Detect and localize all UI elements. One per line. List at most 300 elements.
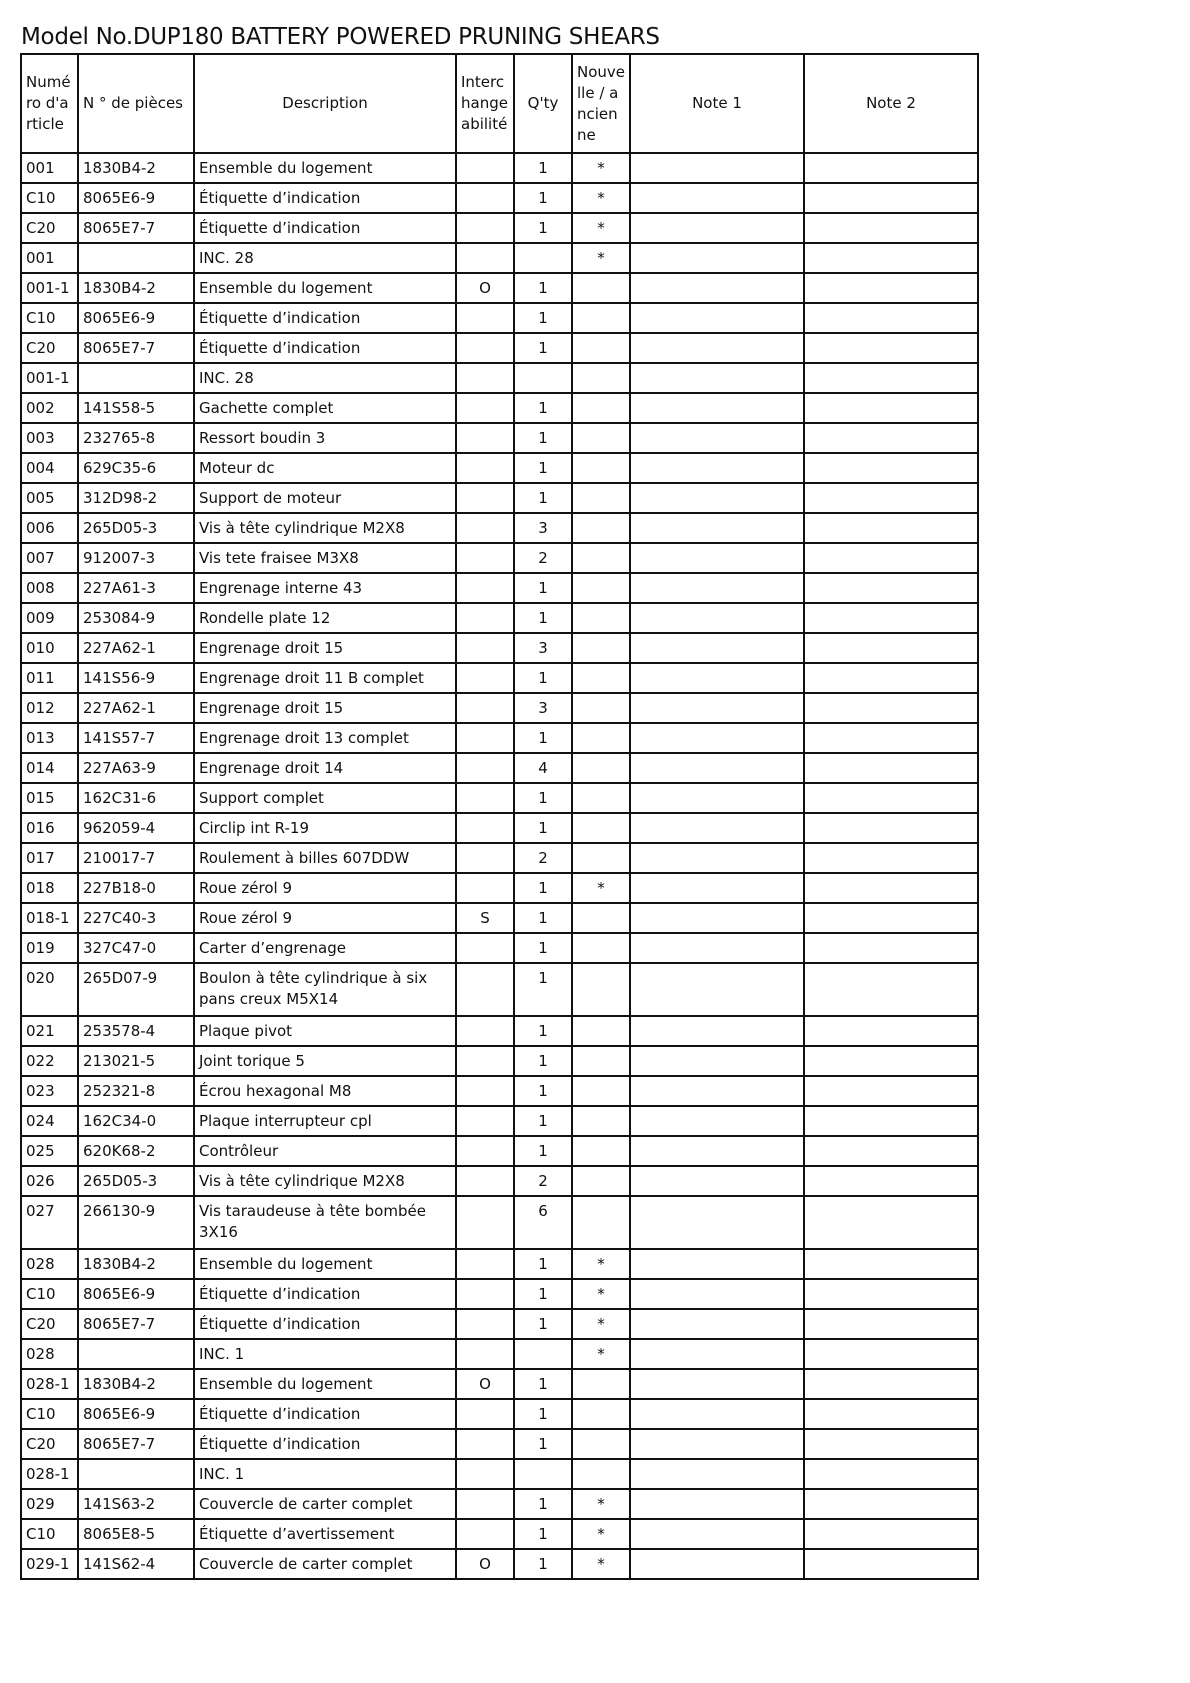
cell-interchangeability	[456, 963, 514, 1016]
cell-interchangeability: O	[456, 273, 514, 303]
cell-note-1	[630, 1136, 804, 1166]
cell-part-no: 8065E6-9	[78, 303, 194, 333]
cell-note-2	[804, 273, 978, 303]
cell-item-no: 005	[21, 483, 78, 513]
cell-qty: 3	[514, 513, 572, 543]
cell-new-old	[572, 1076, 630, 1106]
cell-item-no: 001-1	[21, 273, 78, 303]
cell-part-no: 962059-4	[78, 813, 194, 843]
cell-description: Plaque interrupteur cpl	[194, 1106, 456, 1136]
cell-item-no: 003	[21, 423, 78, 453]
cell-interchangeability	[456, 243, 514, 273]
cell-note-1	[630, 183, 804, 213]
cell-note-1	[630, 573, 804, 603]
header-note-2: Note 2	[804, 54, 978, 153]
cell-note-1	[630, 603, 804, 633]
cell-qty: 1	[514, 1549, 572, 1579]
cell-note-1	[630, 1399, 804, 1429]
cell-qty: 1	[514, 903, 572, 933]
cell-item-no: C10	[21, 1399, 78, 1429]
table-row	[21, 153, 978, 183]
cell-part-no: 227A62-1	[78, 633, 194, 663]
cell-item-no: C10	[21, 1279, 78, 1309]
cell-note-1	[630, 873, 804, 903]
cell-note-2	[804, 1106, 978, 1136]
cell-part-no: 252321-8	[78, 1076, 194, 1106]
cell-part-no: 266130-9	[78, 1196, 194, 1249]
cell-description: Roulement à billes 607DDW	[194, 843, 456, 873]
cell-note-2	[804, 213, 978, 243]
cell-new-old	[572, 273, 630, 303]
cell-qty: 1	[514, 1279, 572, 1309]
table-row	[21, 333, 978, 363]
cell-item-no: C20	[21, 1429, 78, 1459]
cell-qty	[514, 363, 572, 393]
cell-note-1	[630, 1339, 804, 1369]
header-new-old: Nouvelle / ancienne	[572, 54, 630, 153]
cell-interchangeability: O	[456, 1369, 514, 1399]
cell-item-no: C20	[21, 213, 78, 243]
cell-note-1	[630, 813, 804, 843]
cell-new-old	[572, 933, 630, 963]
cell-item-no: 022	[21, 1046, 78, 1076]
cell-note-2	[804, 843, 978, 873]
table-row	[21, 693, 978, 723]
cell-new-old	[572, 573, 630, 603]
cell-interchangeability	[456, 363, 514, 393]
cell-description: Étiquette d’avertissement	[194, 1519, 456, 1549]
cell-note-2	[804, 543, 978, 573]
cell-note-2	[804, 723, 978, 753]
cell-interchangeability	[456, 333, 514, 363]
table-row	[21, 933, 978, 963]
cell-description: Roue zérol 9	[194, 873, 456, 903]
cell-description: INC. 1	[194, 1339, 456, 1369]
cell-description: Engrenage droit 13 complet	[194, 723, 456, 753]
cell-new-old: *	[572, 1549, 630, 1579]
cell-qty: 1	[514, 453, 572, 483]
cell-note-2	[804, 363, 978, 393]
cell-note-2	[804, 1399, 978, 1429]
cell-part-no: 8065E6-9	[78, 1399, 194, 1429]
cell-qty: 1	[514, 333, 572, 363]
header-note-1: Note 1	[630, 54, 804, 153]
table-row	[21, 1106, 978, 1136]
cell-part-no: 162C34-0	[78, 1106, 194, 1136]
cell-item-no: 028-1	[21, 1459, 78, 1489]
cell-part-no: 227B18-0	[78, 873, 194, 903]
cell-note-1	[630, 303, 804, 333]
cell-part-no: 227A63-9	[78, 753, 194, 783]
table-row	[21, 1076, 978, 1106]
cell-description: Moteur dc	[194, 453, 456, 483]
cell-new-old	[572, 483, 630, 513]
cell-part-no: 327C47-0	[78, 933, 194, 963]
cell-description: Couvercle de carter complet	[194, 1549, 456, 1579]
table-row	[21, 1016, 978, 1046]
cell-description: Étiquette d’indication	[194, 1279, 456, 1309]
cell-new-old: *	[572, 243, 630, 273]
table-row	[21, 1429, 978, 1459]
table-row	[21, 363, 978, 393]
cell-new-old: *	[572, 183, 630, 213]
cell-qty: 1	[514, 1106, 572, 1136]
cell-note-1	[630, 633, 804, 663]
cell-new-old	[572, 813, 630, 843]
cell-note-2	[804, 1429, 978, 1459]
cell-interchangeability	[456, 843, 514, 873]
cell-note-2	[804, 453, 978, 483]
cell-part-no: 141S58-5	[78, 393, 194, 423]
cell-description: Gachette complet	[194, 393, 456, 423]
cell-qty: 1	[514, 963, 572, 1016]
cell-qty: 1	[514, 213, 572, 243]
cell-description: Circlip int R-19	[194, 813, 456, 843]
cell-note-1	[630, 1016, 804, 1046]
cell-note-2	[804, 1309, 978, 1339]
cell-item-no: 004	[21, 453, 78, 483]
cell-description: Étiquette d’indication	[194, 333, 456, 363]
table-row	[21, 1136, 978, 1166]
cell-description: Vis à tête cylindrique M2X8	[194, 513, 456, 543]
table-row	[21, 1459, 978, 1489]
cell-item-no: C10	[21, 183, 78, 213]
table-row	[21, 1046, 978, 1076]
cell-description: INC. 28	[194, 243, 456, 273]
table-row	[21, 273, 978, 303]
cell-note-2	[804, 1519, 978, 1549]
cell-note-1	[630, 1429, 804, 1459]
cell-note-1	[630, 1549, 804, 1579]
cell-note-2	[804, 483, 978, 513]
cell-item-no: 020	[21, 963, 78, 1016]
table-row	[21, 1549, 978, 1579]
cell-description: Ensemble du logement	[194, 1369, 456, 1399]
cell-qty: 1	[514, 1076, 572, 1106]
cell-interchangeability	[456, 483, 514, 513]
cell-item-no: 017	[21, 843, 78, 873]
cell-qty: 3	[514, 693, 572, 723]
cell-description: Engrenage droit 15	[194, 633, 456, 663]
cell-note-1	[630, 363, 804, 393]
cell-qty: 1	[514, 1429, 572, 1459]
cell-note-1	[630, 423, 804, 453]
page-title: Model No.DUP180 BATTERY POWERED PRUNING SHEARS	[21, 24, 660, 50]
cell-part-no: 8065E7-7	[78, 1429, 194, 1459]
cell-new-old	[572, 453, 630, 483]
table-row	[21, 633, 978, 663]
table-row	[21, 1166, 978, 1196]
cell-interchangeability	[456, 153, 514, 183]
cell-item-no: 016	[21, 813, 78, 843]
cell-note-1	[630, 1279, 804, 1309]
table-row	[21, 1489, 978, 1519]
cell-qty: 1	[514, 1016, 572, 1046]
cell-description: Rondelle plate 12	[194, 603, 456, 633]
cell-qty: 6	[514, 1196, 572, 1249]
cell-part-no: 265D05-3	[78, 1166, 194, 1196]
cell-item-no: 006	[21, 513, 78, 543]
cell-item-no: 029	[21, 1489, 78, 1519]
cell-new-old: *	[572, 1249, 630, 1279]
cell-description: Plaque pivot	[194, 1016, 456, 1046]
cell-interchangeability	[456, 933, 514, 963]
cell-description: Ensemble du logement	[194, 1249, 456, 1279]
cell-interchangeability	[456, 1399, 514, 1429]
cell-interchangeability	[456, 813, 514, 843]
cell-note-1	[630, 243, 804, 273]
cell-qty: 1	[514, 1489, 572, 1519]
table-row	[21, 483, 978, 513]
cell-new-old	[572, 843, 630, 873]
cell-qty: 1	[514, 663, 572, 693]
cell-item-no: 010	[21, 633, 78, 663]
cell-note-2	[804, 153, 978, 183]
cell-new-old	[572, 633, 630, 663]
cell-qty: 1	[514, 183, 572, 213]
cell-item-no: 028	[21, 1339, 78, 1369]
cell-part-no: 141S57-7	[78, 723, 194, 753]
cell-note-1	[630, 753, 804, 783]
cell-qty: 1	[514, 153, 572, 183]
cell-interchangeability	[456, 573, 514, 603]
cell-note-1	[630, 483, 804, 513]
table-row	[21, 543, 978, 573]
cell-new-old: *	[572, 1489, 630, 1519]
cell-description: Boulon à tête cylindrique à six pans creux M5X14	[194, 963, 456, 1016]
cell-item-no: 012	[21, 693, 78, 723]
cell-item-no: 028-1	[21, 1369, 78, 1399]
cell-item-no: 009	[21, 603, 78, 633]
cell-qty	[514, 1339, 572, 1369]
cell-note-2	[804, 1339, 978, 1369]
cell-new-old: *	[572, 1309, 630, 1339]
cell-description: Étiquette d’indication	[194, 1399, 456, 1429]
cell-new-old	[572, 333, 630, 363]
cell-qty: 1	[514, 303, 572, 333]
cell-description: INC. 1	[194, 1459, 456, 1489]
cell-note-1	[630, 963, 804, 1016]
cell-description: Ressort boudin 3	[194, 423, 456, 453]
cell-new-old	[572, 513, 630, 543]
cell-note-2	[804, 1046, 978, 1076]
cell-part-no: 232765-8	[78, 423, 194, 453]
cell-interchangeability	[456, 723, 514, 753]
cell-part-no: 8065E7-7	[78, 213, 194, 243]
cell-description: INC. 28	[194, 363, 456, 393]
cell-note-1	[630, 723, 804, 753]
cell-description: Étiquette d’indication	[194, 183, 456, 213]
cell-description: Roue zérol 9	[194, 903, 456, 933]
cell-part-no: 312D98-2	[78, 483, 194, 513]
cell-qty: 1	[514, 423, 572, 453]
cell-qty: 1	[514, 273, 572, 303]
cell-interchangeability	[456, 1106, 514, 1136]
cell-note-2	[804, 1549, 978, 1579]
header-qty: Q'ty	[514, 54, 572, 153]
cell-qty: 1	[514, 1309, 572, 1339]
cell-note-2	[804, 1249, 978, 1279]
cell-description: Contrôleur	[194, 1136, 456, 1166]
cell-note-2	[804, 1016, 978, 1046]
cell-item-no: 029-1	[21, 1549, 78, 1579]
cell-new-old: *	[572, 1279, 630, 1309]
cell-description: Engrenage interne 43	[194, 573, 456, 603]
cell-new-old	[572, 723, 630, 753]
table-row	[21, 903, 978, 933]
cell-new-old	[572, 1046, 630, 1076]
cell-note-2	[804, 933, 978, 963]
cell-new-old	[572, 753, 630, 783]
cell-note-1	[630, 1489, 804, 1519]
cell-note-2	[804, 573, 978, 603]
cell-part-no: 253578-4	[78, 1016, 194, 1046]
table-row	[21, 1309, 978, 1339]
cell-note-2	[804, 663, 978, 693]
cell-note-2	[804, 1166, 978, 1196]
cell-description: Joint torique 5	[194, 1046, 456, 1076]
cell-note-1	[630, 1046, 804, 1076]
cell-note-2	[804, 1459, 978, 1489]
cell-item-no: 028	[21, 1249, 78, 1279]
cell-note-2	[804, 783, 978, 813]
table-row	[21, 783, 978, 813]
parts-table	[20, 53, 979, 1580]
cell-item-no: 013	[21, 723, 78, 753]
table-row	[21, 1399, 978, 1429]
cell-interchangeability	[456, 1429, 514, 1459]
table-row	[21, 603, 978, 633]
cell-part-no: 8065E7-7	[78, 333, 194, 363]
cell-interchangeability	[456, 183, 514, 213]
cell-description: Écrou hexagonal M8	[194, 1076, 456, 1106]
cell-note-2	[804, 1196, 978, 1249]
cell-new-old	[572, 903, 630, 933]
cell-part-no: 227A61-3	[78, 573, 194, 603]
cell-description: Vis taraudeuse à tête bombée 3X16	[194, 1196, 456, 1249]
cell-new-old	[572, 1399, 630, 1429]
cell-item-no: 002	[21, 393, 78, 423]
cell-part-no: 1830B4-2	[78, 273, 194, 303]
cell-item-no: C10	[21, 1519, 78, 1549]
cell-qty	[514, 1459, 572, 1489]
cell-new-old	[572, 1459, 630, 1489]
table-row	[21, 1369, 978, 1399]
cell-qty: 2	[514, 543, 572, 573]
cell-description: Étiquette d’indication	[194, 213, 456, 243]
cell-new-old	[572, 963, 630, 1016]
table-row	[21, 843, 978, 873]
cell-item-no: 015	[21, 783, 78, 813]
cell-note-2	[804, 1136, 978, 1166]
cell-new-old	[572, 603, 630, 633]
cell-new-old	[572, 693, 630, 723]
cell-description: Engrenage droit 14	[194, 753, 456, 783]
cell-item-no: 011	[21, 663, 78, 693]
cell-note-2	[804, 753, 978, 783]
table-row	[21, 393, 978, 423]
cell-new-old	[572, 363, 630, 393]
table-row	[21, 1196, 978, 1249]
cell-note-2	[804, 1489, 978, 1519]
cell-note-2	[804, 633, 978, 663]
cell-item-no: 019	[21, 933, 78, 963]
table-row	[21, 813, 978, 843]
cell-note-1	[630, 693, 804, 723]
cell-interchangeability	[456, 1166, 514, 1196]
cell-note-1	[630, 903, 804, 933]
table-row	[21, 423, 978, 453]
cell-qty: 1	[514, 1399, 572, 1429]
cell-qty	[514, 243, 572, 273]
table-row	[21, 873, 978, 903]
cell-item-no: C10	[21, 303, 78, 333]
cell-qty: 1	[514, 813, 572, 843]
cell-interchangeability	[456, 1519, 514, 1549]
table-row	[21, 1339, 978, 1369]
cell-note-1	[630, 333, 804, 363]
cell-description: Couvercle de carter complet	[194, 1489, 456, 1519]
cell-new-old	[572, 303, 630, 333]
header-description: Description	[194, 54, 456, 153]
cell-new-old	[572, 1106, 630, 1136]
cell-item-no: 014	[21, 753, 78, 783]
cell-item-no: 018-1	[21, 903, 78, 933]
cell-item-no: 007	[21, 543, 78, 573]
cell-item-no: 001	[21, 153, 78, 183]
cell-note-1	[630, 273, 804, 303]
cell-qty: 1	[514, 933, 572, 963]
cell-part-no: 629C35-6	[78, 453, 194, 483]
table-row	[21, 513, 978, 543]
cell-description: Carter d’engrenage	[194, 933, 456, 963]
cell-note-2	[804, 603, 978, 633]
cell-note-2	[804, 303, 978, 333]
cell-part-no	[78, 363, 194, 393]
cell-interchangeability	[456, 1279, 514, 1309]
cell-part-no: 1830B4-2	[78, 1369, 194, 1399]
cell-qty: 1	[514, 603, 572, 633]
cell-qty: 1	[514, 723, 572, 753]
cell-interchangeability	[456, 1136, 514, 1166]
cell-interchangeability	[456, 303, 514, 333]
cell-new-old: *	[572, 213, 630, 243]
cell-interchangeability	[456, 1459, 514, 1489]
cell-description: Étiquette d’indication	[194, 303, 456, 333]
cell-note-1	[630, 393, 804, 423]
cell-note-1	[630, 1106, 804, 1136]
cell-note-1	[630, 213, 804, 243]
cell-note-1	[630, 663, 804, 693]
cell-note-2	[804, 393, 978, 423]
header-interchangeability: Interchangeabilité	[456, 54, 514, 153]
table-row	[21, 243, 978, 273]
cell-item-no: 026	[21, 1166, 78, 1196]
cell-part-no: 8065E6-9	[78, 1279, 194, 1309]
cell-description: Vis tete fraisee M3X8	[194, 543, 456, 573]
table-row	[21, 1249, 978, 1279]
cell-item-no: 001	[21, 243, 78, 273]
cell-qty: 1	[514, 573, 572, 603]
cell-note-2	[804, 1279, 978, 1309]
cell-part-no: 912007-3	[78, 543, 194, 573]
table-row	[21, 723, 978, 753]
cell-interchangeability	[456, 543, 514, 573]
cell-part-no: 162C31-6	[78, 783, 194, 813]
cell-item-no: 001-1	[21, 363, 78, 393]
cell-note-2	[804, 423, 978, 453]
cell-new-old	[572, 393, 630, 423]
